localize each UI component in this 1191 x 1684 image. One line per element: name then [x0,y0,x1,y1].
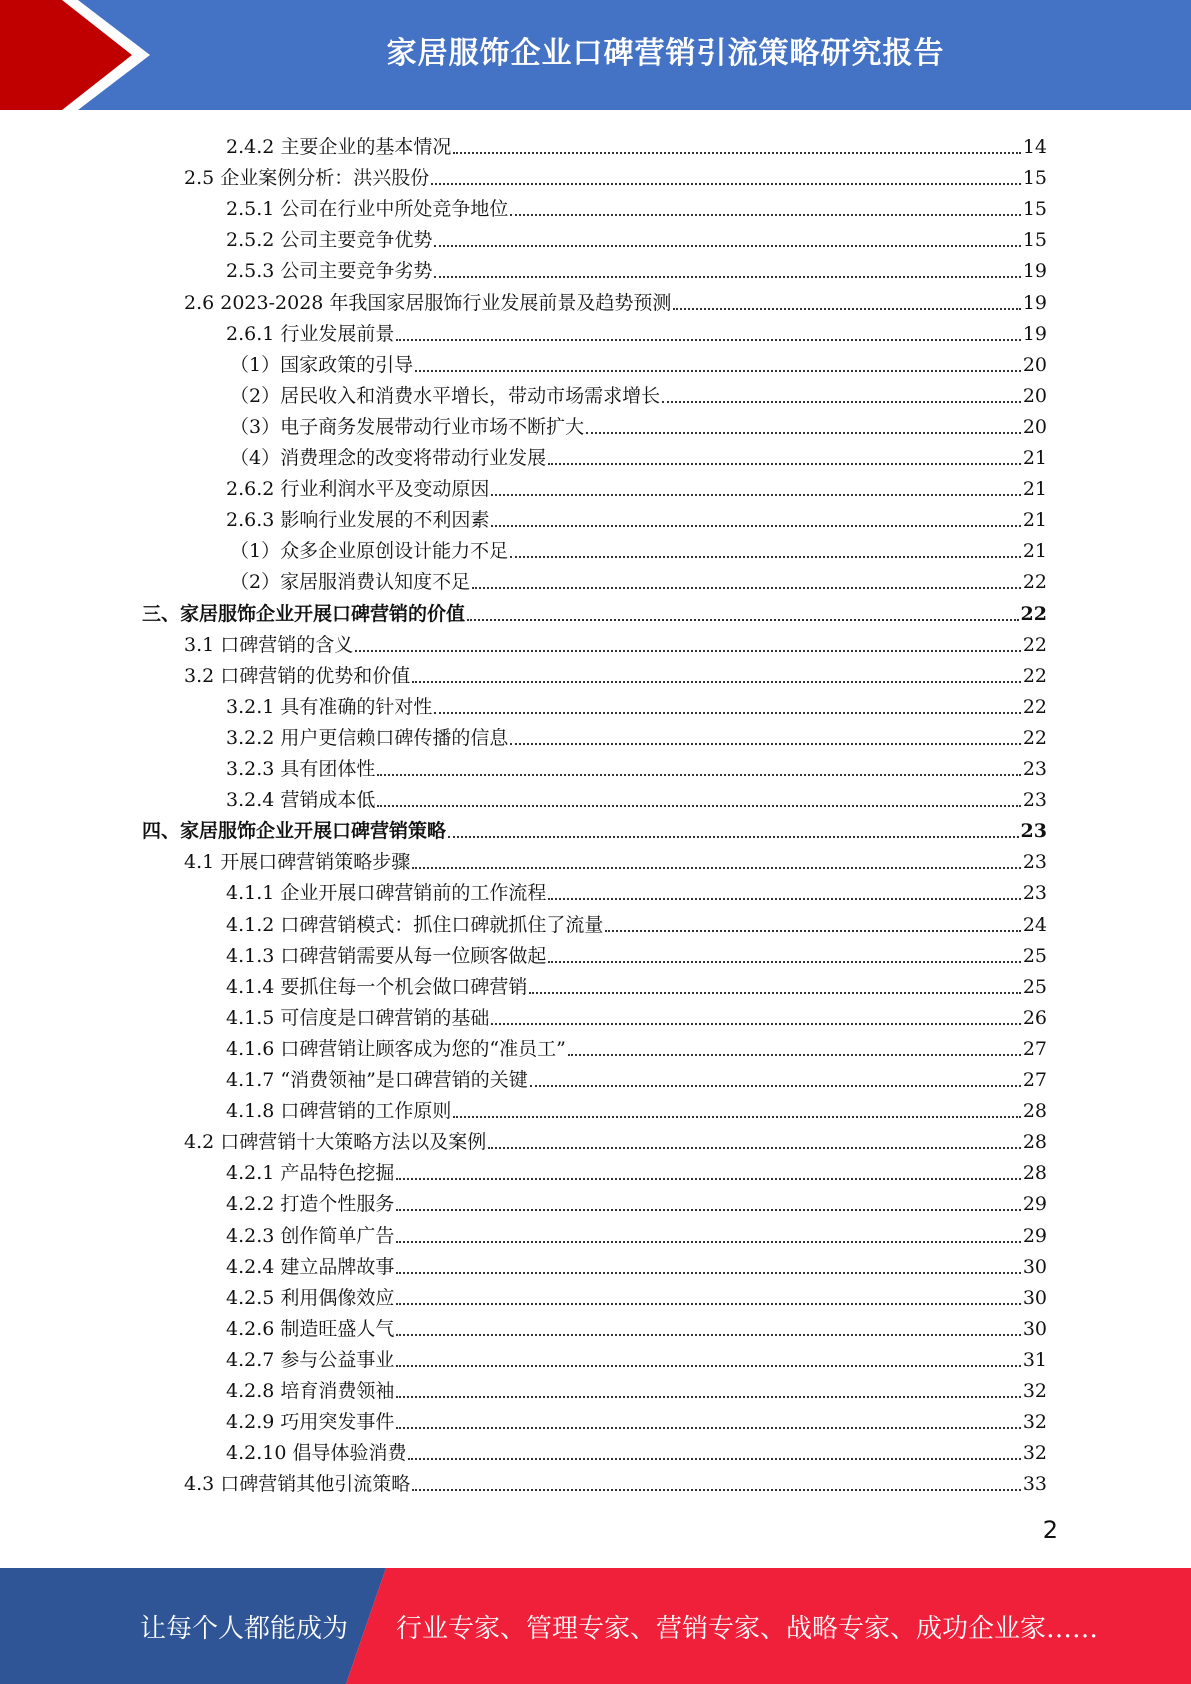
toc-entry[interactable] [0,905,1047,936]
toc-dot-leader [530,1085,1021,1087]
toc-entry-label: 2.6.1 行业发展前景 [226,322,395,345]
toc-dot-leader [396,1241,1020,1243]
toc-entry-label: 4.3 口碑营销其他引流策略 [184,1473,411,1496]
toc-entry-label: （4）消费理念的改变将带动行业发展 [230,447,547,469]
toc-dot-leader [434,276,1020,278]
toc-entry-label: 2.5 企业案例分析：洪兴股份 [184,167,430,190]
toc-dot-leader [548,961,1020,963]
toc-entry-page: 22 [1022,664,1047,687]
toc-dot-leader [453,1116,1020,1118]
toc-entry[interactable] [0,811,1047,842]
toc-entry[interactable] [0,1184,1047,1215]
toc-entry[interactable] [0,345,1047,376]
toc-entry-label: 4.2.5 利用偶像效应 [226,1286,395,1309]
toc-entry-label: 4.1.3 口碑营销需要从每一位顾客做起 [226,944,547,967]
toc-entry-page: 25 [1022,944,1047,967]
toc-dot-leader [412,867,1021,869]
toc-dot-leader [396,1427,1020,1429]
toc-entry-page: 32 [1022,1442,1047,1465]
toc-dot-leader [662,401,1021,403]
page-footer [0,1568,1191,1684]
toc-entry-label: 4.1.2 口碑营销模式：抓住口碑就抓住了流量 [226,913,604,936]
toc-entry[interactable] [0,1060,1047,1091]
toc-entry-label: 三、家居服饰企业开展口碑营销的价值 [142,602,466,625]
toc-dot-leader [548,898,1020,900]
toc-entry[interactable] [0,1402,1047,1433]
toc-entry[interactable] [0,718,1047,749]
toc-entry-label: （1）国家政策的引导 [230,353,414,376]
toc-dot-leader [415,370,1021,372]
toc-entry-label: 4.2.2 打造个性服务 [226,1193,395,1216]
toc-entry-label: 2.6.3 影响行业发展的不利因素 [226,509,490,532]
toc-entry-label: 3.1 口碑营销的含义 [184,633,354,656]
toc-entry[interactable] [0,780,1047,811]
toc-dot-leader [396,1396,1020,1398]
toc-dot-leader [396,339,1020,341]
toc-dot-leader [491,1023,1020,1025]
toc-entry-label: 3.2.3 具有团体性 [226,758,376,780]
toc-dot-leader [568,1054,1021,1056]
toc-entry[interactable] [0,562,1047,593]
toc-entry-label: （2）家居服消费认知度不足 [230,571,471,594]
toc-entry[interactable] [0,1309,1047,1340]
toc-entry-page: 21 [1022,478,1047,501]
toc-entry[interactable] [0,1433,1047,1464]
toc-entry-page: 32 [1022,1380,1047,1402]
toc-entry[interactable] [0,656,1047,687]
toc-dot-leader [408,1458,1020,1460]
toc-entry-label: 4.1 开展口碑营销策略步骤 [184,851,411,874]
toc-entry[interactable] [0,469,1047,500]
toc-dot-leader [605,930,1020,932]
toc-entry-label: （2）居民收入和消费水平增长，带动市场需求增长 [230,384,661,407]
toc-entry-page: 30 [1022,1286,1047,1309]
toc-dot-leader [396,1209,1020,1211]
footer-slogan-left: 让每个人都能成为 [140,1613,349,1644]
toc-entry-page: 20 [1022,415,1047,438]
toc-entry-page: 30 [1022,1317,1047,1340]
toc-entry-label: 4.1.5 可信度是口碑营销的基础 [226,1006,490,1029]
toc-dot-leader [431,183,1021,185]
toc-entry[interactable] [0,1464,1047,1495]
page-header [0,0,1191,110]
toc-entry[interactable] [0,749,1047,780]
toc-dot-leader [377,805,1020,807]
toc-entry-label: 4.1.7 “消费领袖”是口碑营销的关键 [226,1069,528,1091]
toc-entry-label: 3.2.2 用户更信赖口碑传播的信息 [226,726,509,749]
toc-entry-page: 27 [1022,1069,1047,1091]
toc-entry-page: 15 [1022,229,1047,252]
toc-entry-page: 28 [1022,1100,1047,1123]
toc-dot-leader [548,463,1021,465]
toc-dot-leader [412,1489,1021,1491]
header-arrow-graphic [0,0,150,110]
report-title: 家居服饰企业口碑营销引流策略研究报告 [386,36,945,71]
toc-entry-page: 22 [1022,571,1047,594]
toc-dot-leader [355,650,1021,652]
toc-dot-leader [673,308,1020,310]
toc-entry[interactable] [0,1278,1047,1309]
toc-entry[interactable] [0,407,1047,438]
toc-entry-page: 29 [1022,1224,1047,1247]
toc-dot-leader [396,1334,1020,1336]
toc-dot-leader [510,556,1021,558]
toc-entry-page: 26 [1022,1006,1047,1029]
toc-entry[interactable] [0,1371,1047,1402]
toc-dot-leader [510,743,1020,745]
toc-entry-page: 20 [1022,384,1047,407]
toc-entry-page: 19 [1022,260,1047,283]
toc-entry-page: 33 [1022,1473,1047,1496]
toc-entry[interactable] [0,687,1047,718]
toc-entry[interactable] [0,158,1047,189]
toc-entry-page: 28 [1022,1162,1047,1185]
toc-entry-page: 23 [1022,789,1047,812]
toc-entry-label: 4.2.6 制造旺盛人气 [226,1317,395,1340]
toc-entry-label: 2.6 2023-2028 年我国家居服饰行业发展前景及趋势预测 [184,291,672,314]
toc-entry-page: 32 [1022,1411,1047,1434]
toc-entry-label: 2.6.2 行业利润水平及变动原因 [226,478,490,501]
toc-entry[interactable] [0,314,1047,345]
toc-entry[interactable] [0,1091,1047,1122]
toc-entry[interactable] [0,438,1047,469]
toc-entry[interactable] [0,936,1047,967]
toc-entry-label: 4.2.8 培育消费领袖 [226,1380,395,1402]
toc-entry[interactable] [0,967,1047,998]
toc-entry-page: 21 [1022,509,1047,532]
toc-entry-label: 2.4.2 主要企业的基本情况 [226,136,452,158]
toc-entry-page: 30 [1022,1255,1047,1278]
toc-entry-label: 2.5.2 公司主要竞争优势 [226,229,433,252]
toc-entry-page: 23 [1020,820,1047,843]
toc-dot-leader [396,1272,1020,1274]
toc-entry-label: （3）电子商务发展带动行业市场不断扩大 [230,415,585,438]
toc-dot-leader [396,1303,1020,1305]
toc-dot-leader [434,712,1020,714]
toc-entry[interactable] [0,594,1047,625]
toc-entry[interactable] [0,873,1047,904]
toc-entry[interactable] [0,1340,1047,1371]
toc-dot-leader [396,1178,1020,1180]
toc-dot-leader [453,152,1020,154]
toc-entry-label: 4.2.9 巧用突发事件 [226,1411,395,1434]
toc-entry-page: 22 [1022,726,1047,749]
toc-entry-label: 4.2 口碑营销十大策略方法以及案例 [184,1131,487,1154]
toc-entry-page: 22 [1020,602,1047,625]
toc-entry-label: 4.1.8 口碑营销的工作原则 [226,1100,452,1123]
toc-dot-leader [448,836,1019,838]
toc-dot-leader [377,774,1020,776]
toc-entry-page: 22 [1022,633,1047,656]
toc-entry-page: 25 [1022,975,1047,998]
toc-entry-label: 4.2.10 倡导体验消费 [226,1442,407,1465]
toc-entry[interactable] [0,1153,1047,1184]
toc-entry-page: 23 [1022,851,1047,874]
toc-entry-label: 3.2 口碑营销的优势和价值 [184,664,411,687]
toc-entry[interactable] [0,189,1047,220]
toc-entry[interactable] [0,500,1047,531]
toc-entry-page: 29 [1022,1193,1047,1216]
toc-entry-label: 4.2.1 产品特色挖掘 [226,1162,395,1185]
toc-entry-label: 3.2.1 具有准确的针对性 [226,695,433,718]
toc-entry-page: 31 [1022,1348,1047,1371]
toc-entry-label: 3.2.4 营销成本低 [226,789,376,812]
toc-entry-page: 24 [1022,913,1047,936]
toc-entry[interactable] [0,1247,1047,1278]
toc-entry[interactable] [0,376,1047,407]
page-number: 2 [1042,1516,1058,1544]
footer-slogan-right: 行业专家、管理专家、营销专家、战略专家、成功企业家…… [396,1613,1099,1644]
toc-entry[interactable] [0,220,1047,251]
toc-entry-label: 2.5.1 公司在行业中所处竞争地位 [226,198,509,221]
toc-dot-leader [510,214,1020,216]
toc-entry-page: 22 [1022,695,1047,718]
toc-entry-page: 21 [1022,447,1047,469]
toc-entry-page: 19 [1022,291,1047,314]
toc-entry-page: 28 [1022,1131,1047,1154]
toc-dot-leader [412,681,1021,683]
toc-entry-label: 4.1.6 口碑营销让顾客成为您的“准员工” [226,1037,566,1060]
toc-dot-leader [491,525,1020,527]
toc-entry[interactable] [0,842,1047,873]
toc-entry[interactable] [0,1122,1047,1153]
toc-entry-label: 四、家居服饰企业开展口碑营销策略 [142,820,447,843]
toc-entry-label: 2.5.3 公司主要竞争劣势 [226,260,433,283]
toc-entry-label: 4.1.1 企业开展口碑营销前的工作流程 [226,882,547,905]
toc-entry-page: 20 [1022,353,1047,376]
toc-dot-leader [586,432,1021,434]
toc-entry[interactable] [0,625,1047,656]
toc-entry[interactable] [0,998,1047,1029]
toc-dot-leader [472,587,1021,589]
toc-entry-page: 15 [1022,198,1047,221]
toc-dot-leader [434,245,1020,247]
toc-entry-page: 27 [1022,1037,1047,1060]
toc-entry-label: 4.2.4 建立品牌故事 [226,1255,395,1278]
toc-entry[interactable] [0,127,1047,158]
toc-dot-leader [467,619,1019,621]
toc-entry-label: 4.1.4 要抓住每一个机会做口碑营销 [226,975,528,998]
toc-entry[interactable] [0,251,1047,282]
toc-entry-label: 4.2.7 参与公益事业 [226,1348,395,1371]
toc-dot-leader [491,494,1020,496]
toc-dot-leader [488,1147,1021,1149]
toc-entry-page: 23 [1022,882,1047,905]
toc-entry-page: 15 [1022,167,1047,190]
toc-entry-label: 4.2.3 创作简单广告 [226,1224,395,1247]
toc-entry-label: （1）众多企业原创设计能力不足 [230,540,509,563]
toc-entry-page: 23 [1022,758,1047,780]
toc-dot-leader [529,992,1020,994]
toc-entry-page: 19 [1022,322,1047,345]
toc-entry-page: 21 [1022,540,1047,563]
toc-entry[interactable] [0,1029,1047,1060]
toc-entry[interactable] [0,531,1047,562]
toc-entry-page: 14 [1022,136,1047,158]
toc-entry[interactable] [0,283,1047,314]
toc-dot-leader [396,1365,1020,1367]
toc-entry[interactable] [0,1216,1047,1247]
